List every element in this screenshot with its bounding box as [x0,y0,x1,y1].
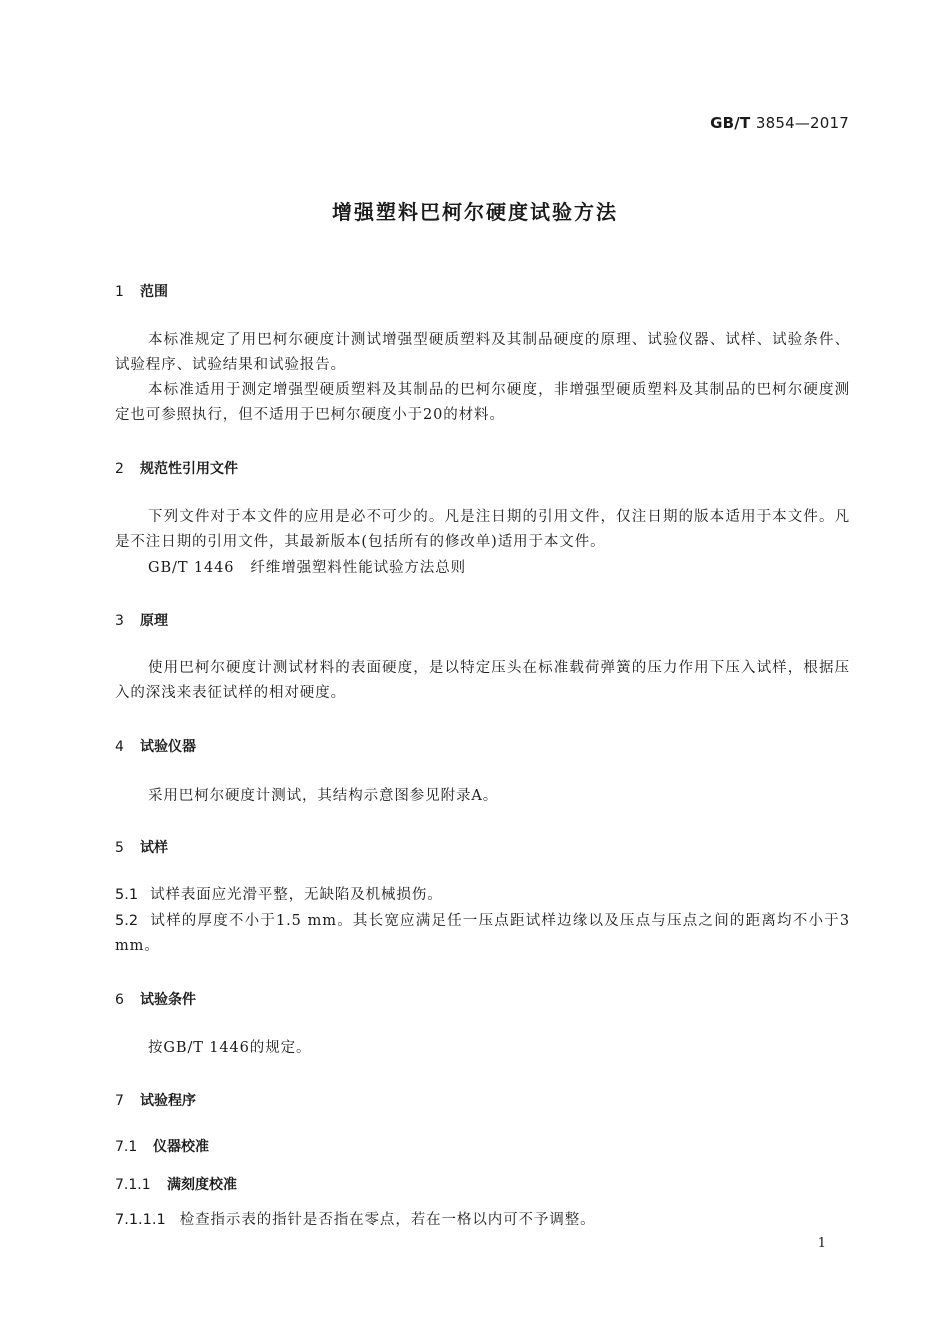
section-5-number: 5 [115,840,124,856]
section-5-heading [115,837,168,857]
clause-5-2-number: 5.2 [115,913,139,929]
standard-code-number: 3854—2017 [755,114,849,132]
reference-title: 纤维增强塑料性能试验方法总则 [250,560,467,576]
clause-7-1-1-1-number: 7.1.1.1 [115,1212,166,1228]
section-1-paragraph-1: 本标准规定了用巴柯尔硬度计测试增强型硬质塑料及其制品硬度的原理、试验仪器、试样、试验条件、试验程序、试验结果和试验报告。 [115,332,850,373]
clause-5-1-number: 5.1 [115,887,139,903]
section-2-paragraph-1: 下列文件对于本文件的应用是必不可少的。凡是注日期的引用文件，仅注日期的版本适用于本文件。凡是不注日期的引用文件，其最新版本(包括所有的修改单)适用于本文件。 [115,509,850,550]
document-title: 增强塑料巴柯尔硬度试验方法 [332,200,618,224]
section-4-heading [115,736,196,756]
subsection-7-1-heading [115,1136,209,1156]
clause-5-2-text: 试样的厚度不小于1.5 mm。其长宽应满足任一压点距试样边缘以及压点与压点之间的距离均不小于3 mm。 [115,913,850,954]
clause-7-1-1-1-text: 检查指示表的指针是否指在零点，若在一格以内可不予调整。 [179,1212,596,1228]
section-4-title: 试验仪器 [140,739,196,755]
section-6-paragraph-1: 按GB/T 1446的规定。 [148,1040,312,1056]
clause-7-1-1-1 [115,1208,850,1233]
section-3-paragraph-1: 使用巴柯尔硬度计测试材料的表面硬度，是以特定压头在标准载荷弹簧的压力作用下压入试样，根据压入的深浅来表征试样的相对硬度。 [115,660,850,701]
subsection-7-1-title: 仪器校准 [153,1139,209,1155]
subsection-7-1-1-number: 7.1.1 [115,1177,151,1193]
page-number: 1 [817,1236,826,1251]
clause-5-2 [115,909,850,959]
clause-5-1-text: 试样表面应光滑平整，无缺陷及机械损伤。 [150,887,443,903]
section-3-heading [115,610,168,630]
section-2-heading [115,458,238,478]
subsection-7-1-1-title: 满刻度校准 [167,1177,237,1193]
clause-5-1 [115,883,850,908]
section-6-number: 6 [115,992,124,1008]
subsection-7-1-number: 7.1 [115,1139,138,1155]
section-7-number: 7 [115,1093,124,1109]
section-7-title: 试验程序 [140,1093,196,1109]
subsection-7-1-1-heading [115,1174,237,1194]
standard-code-prefix: GB/T [710,114,751,132]
section-2-title: 规范性引用文件 [140,461,238,477]
standard-code [710,114,849,132]
section-1-number: 1 [115,284,124,300]
section-6-heading [115,989,196,1009]
reference-code: GB/T 1446 [148,560,235,576]
section-2-number: 2 [115,461,124,477]
section-1-title: 范围 [140,284,168,300]
normative-reference-item [148,556,466,581]
section-3-number: 3 [115,613,124,629]
section-4-number: 4 [115,739,124,755]
section-7-heading [115,1090,196,1110]
section-6-title: 试验条件 [140,992,196,1008]
section-4-paragraph-1: 采用巴柯尔硬度计测试，其结构示意图参见附录A。 [148,788,499,804]
section-3-title: 原理 [140,613,168,629]
section-1-heading [115,281,168,301]
section-5-title: 试样 [140,840,168,856]
section-1-paragraph-2: 本标准适用于测定增强型硬质塑料及其制品的巴柯尔硬度，非增强型硬质塑料及其制品的巴柯尔硬度测定也可参照执行，但不适用于巴柯尔硬度小于20的材料。 [115,382,850,423]
